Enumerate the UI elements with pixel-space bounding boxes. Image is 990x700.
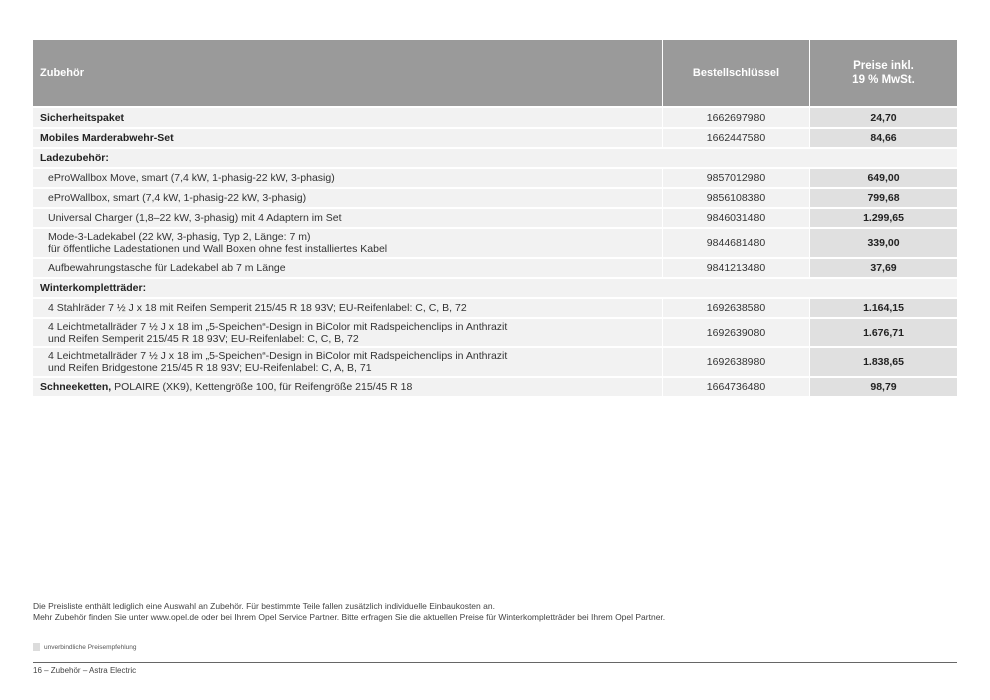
table-row bbox=[33, 187, 957, 207]
table-row bbox=[33, 167, 957, 187]
row-name-line1: 4 Leichtmetallräder 7 ½ J x 18 im „5-Speichen“-Design in BiColor mit Radspeichenclips in Anthrazit bbox=[48, 350, 508, 362]
table-row bbox=[33, 227, 957, 257]
row-name-line1: Mode-3-Ladekabel (22 kW, 3-phasig, Typ 2, Länge: 7 m) bbox=[48, 231, 311, 243]
row-name-line1: 4 Leichtmetallräder 7 ½ J x 18 im „5-Speichen“-Design in BiColor mit Radspeichenclips in Anthrazit bbox=[48, 320, 508, 333]
table-row bbox=[33, 106, 957, 127]
header-price-line2: 19 % MwSt. bbox=[852, 74, 915, 86]
row-price: 24,70 bbox=[810, 108, 957, 127]
row-name: 4 Stahlräder 7 ½ J x 18 mit Reifen Semperit 215/45 R 18 93V; EU-Reifenlabel: C, C, B, 72 bbox=[33, 299, 663, 317]
section-title: Ladezubehör: bbox=[40, 152, 109, 164]
footnote-line1: Die Preisliste enthält lediglich eine Auswahl an Zubehör. Für bestimmte Teile fallen zusätzlich individuelle Einbaukosten an. bbox=[33, 601, 495, 611]
accessory-price-table bbox=[33, 40, 957, 396]
row-code: 1662697980 bbox=[663, 108, 810, 127]
footnote-line2: Mehr Zubehör finden Sie unter www.opel.de oder bei Ihrem Opel Service Partner. Bitte erfragen Sie die aktuellen Preise für Winterkompletträder bei Ihrem Opel Partner. bbox=[33, 612, 666, 622]
row-name bbox=[33, 319, 663, 346]
page-footer: 16 – Zubehör – Astra Electric bbox=[33, 666, 137, 675]
row-price: 649,00 bbox=[810, 169, 957, 187]
row-price: 98,79 bbox=[810, 378, 957, 396]
table-row bbox=[33, 317, 957, 346]
price-legend-swatch bbox=[33, 643, 40, 651]
row-name bbox=[33, 378, 663, 396]
table-header bbox=[33, 40, 957, 106]
row-price: 37,69 bbox=[810, 259, 957, 277]
row-price: 339,00 bbox=[810, 229, 957, 257]
table-row bbox=[33, 207, 957, 227]
header-price bbox=[810, 40, 957, 106]
row-price: 1.164,15 bbox=[810, 299, 957, 317]
row-name: Universal Charger (1,8–22 kW, 3-phasig) mit 4 Adaptern im Set bbox=[33, 209, 663, 227]
row-code: 1662447580 bbox=[663, 129, 810, 147]
row-code: 1692638980 bbox=[663, 348, 810, 376]
row-code: 9857012980 bbox=[663, 169, 810, 187]
header-order-code: Bestellschlüssel bbox=[663, 40, 810, 106]
row-price: 84,66 bbox=[810, 129, 957, 147]
row-name bbox=[33, 348, 663, 376]
footer-divider bbox=[33, 662, 957, 663]
row-code: 9846031480 bbox=[663, 209, 810, 227]
row-price: 1.676,71 bbox=[810, 319, 957, 346]
row-code: 9856108380 bbox=[663, 189, 810, 207]
row-name: eProWallbox Move, smart (7,4 kW, 1-phasig-22 kW, 3-phasig) bbox=[33, 169, 663, 187]
table-row bbox=[33, 376, 957, 396]
row-name-line2: für öffentliche Ladestationen und Wall Boxen ohne fest installiertes Kabel bbox=[48, 243, 388, 255]
row-code: 9841213480 bbox=[663, 259, 810, 277]
table-row bbox=[33, 127, 957, 147]
row-code: 1664736480 bbox=[663, 378, 810, 396]
header-accessory: Zubehör bbox=[33, 40, 663, 106]
row-price: 799,68 bbox=[810, 189, 957, 207]
row-code: 1692639080 bbox=[663, 319, 810, 346]
row-name bbox=[33, 229, 663, 257]
row-price: 1.838,65 bbox=[810, 348, 957, 376]
price-legend-label: unverbindliche Preisempfehlung bbox=[44, 644, 137, 651]
table-row bbox=[33, 346, 957, 376]
row-price: 1.299,65 bbox=[810, 209, 957, 227]
header-price-line1: Preise inkl. bbox=[853, 60, 914, 72]
section-row bbox=[33, 147, 957, 167]
row-name: eProWallbox, smart (7,4 kW, 1-phasig-22 kW, 3-phasig) bbox=[33, 189, 663, 207]
row-name: Aufbewahrungstasche für Ladekabel ab 7 m Länge bbox=[33, 259, 663, 277]
row-name: Mobiles Marderabwehr-Set bbox=[33, 129, 663, 147]
row-name-rest: POLAIRE (XK9), Kettengröße 100, für Reifengröße 215/45 R 18 bbox=[111, 381, 413, 393]
row-code: 9844681480 bbox=[663, 229, 810, 257]
table-row bbox=[33, 297, 957, 317]
row-code: 1692638580 bbox=[663, 299, 810, 317]
section-title: Winterkompletträder: bbox=[40, 282, 147, 294]
row-name-line2: und Reifen Semperit 215/45 R 18 93V; EU-Reifenlabel: C, C, B, 72 bbox=[48, 332, 359, 345]
section-row bbox=[33, 277, 957, 297]
row-name-line2: und Reifen Bridgestone 215/45 R 18 93V; EU-Reifenlabel: C, A, B, 71 bbox=[48, 362, 372, 374]
row-name-bold: Schneeketten, bbox=[40, 381, 112, 393]
row-name: Sicherheitspaket bbox=[33, 108, 663, 127]
table-row bbox=[33, 257, 957, 277]
